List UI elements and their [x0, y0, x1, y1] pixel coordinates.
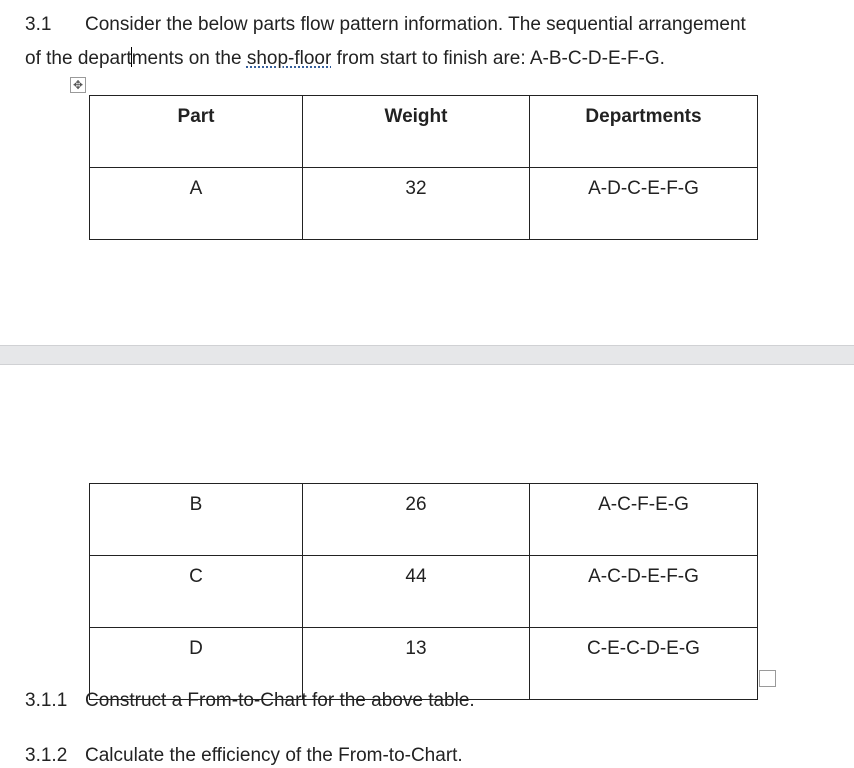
- parts-table-top: [89, 95, 758, 240]
- header-departments: Departments: [530, 96, 758, 168]
- cell-weight[interactable]: 26: [303, 484, 530, 556]
- intro-line-2[interactable]: [25, 42, 665, 76]
- task-number: 3.1.1: [25, 690, 68, 711]
- cell-weight[interactable]: 13: [303, 628, 530, 700]
- task-text: Calculate the efficiency of the From-to-Chart.: [85, 745, 463, 766]
- table-row[interactable]: [90, 556, 758, 628]
- cell-departments[interactable]: A-C-F-E-G: [530, 484, 758, 556]
- cell-part[interactable]: B: [90, 484, 303, 556]
- cell-departments[interactable]: A-D-C-E-F-G: [530, 168, 758, 240]
- table-end-marker-icon[interactable]: [759, 670, 776, 687]
- table-header-row: [90, 96, 758, 168]
- table-row[interactable]: [90, 628, 758, 700]
- task-3-1-1: [25, 690, 475, 712]
- table-row[interactable]: [90, 484, 758, 556]
- intro-line-1: [25, 8, 746, 42]
- cell-weight[interactable]: 32: [303, 168, 530, 240]
- cell-departments[interactable]: C-E-C-D-E-G: [530, 628, 758, 700]
- cell-part[interactable]: D: [90, 628, 303, 700]
- intro-text-2b: ments on the: [131, 48, 247, 69]
- task-text: Construct a From-to-Chart for the above table.: [85, 690, 475, 711]
- header-part: Part: [90, 96, 303, 168]
- cell-part[interactable]: A: [90, 168, 303, 240]
- task-3-1-2: [25, 745, 463, 767]
- intro-text-2a: of the depart: [25, 48, 132, 69]
- cell-part[interactable]: C: [90, 556, 303, 628]
- spellcheck-word[interactable]: shop-floor: [246, 48, 332, 69]
- cell-weight[interactable]: 44: [303, 556, 530, 628]
- task-number: 3.1.2: [25, 745, 68, 766]
- table-row[interactable]: [90, 168, 758, 240]
- section-number: 3.1: [25, 14, 52, 35]
- page-break-divider: [0, 345, 854, 365]
- header-weight: Weight: [303, 96, 530, 168]
- cell-departments[interactable]: A-C-D-E-F-G: [530, 556, 758, 628]
- parts-table-bottom: [89, 483, 758, 700]
- table-move-icon[interactable]: ✥: [70, 77, 86, 93]
- intro-text-2c: from start to finish are: A-B-C-D-E-F-G.: [331, 48, 665, 69]
- intro-text-1: Consider the below parts flow pattern information. The sequential arrangement: [85, 14, 746, 35]
